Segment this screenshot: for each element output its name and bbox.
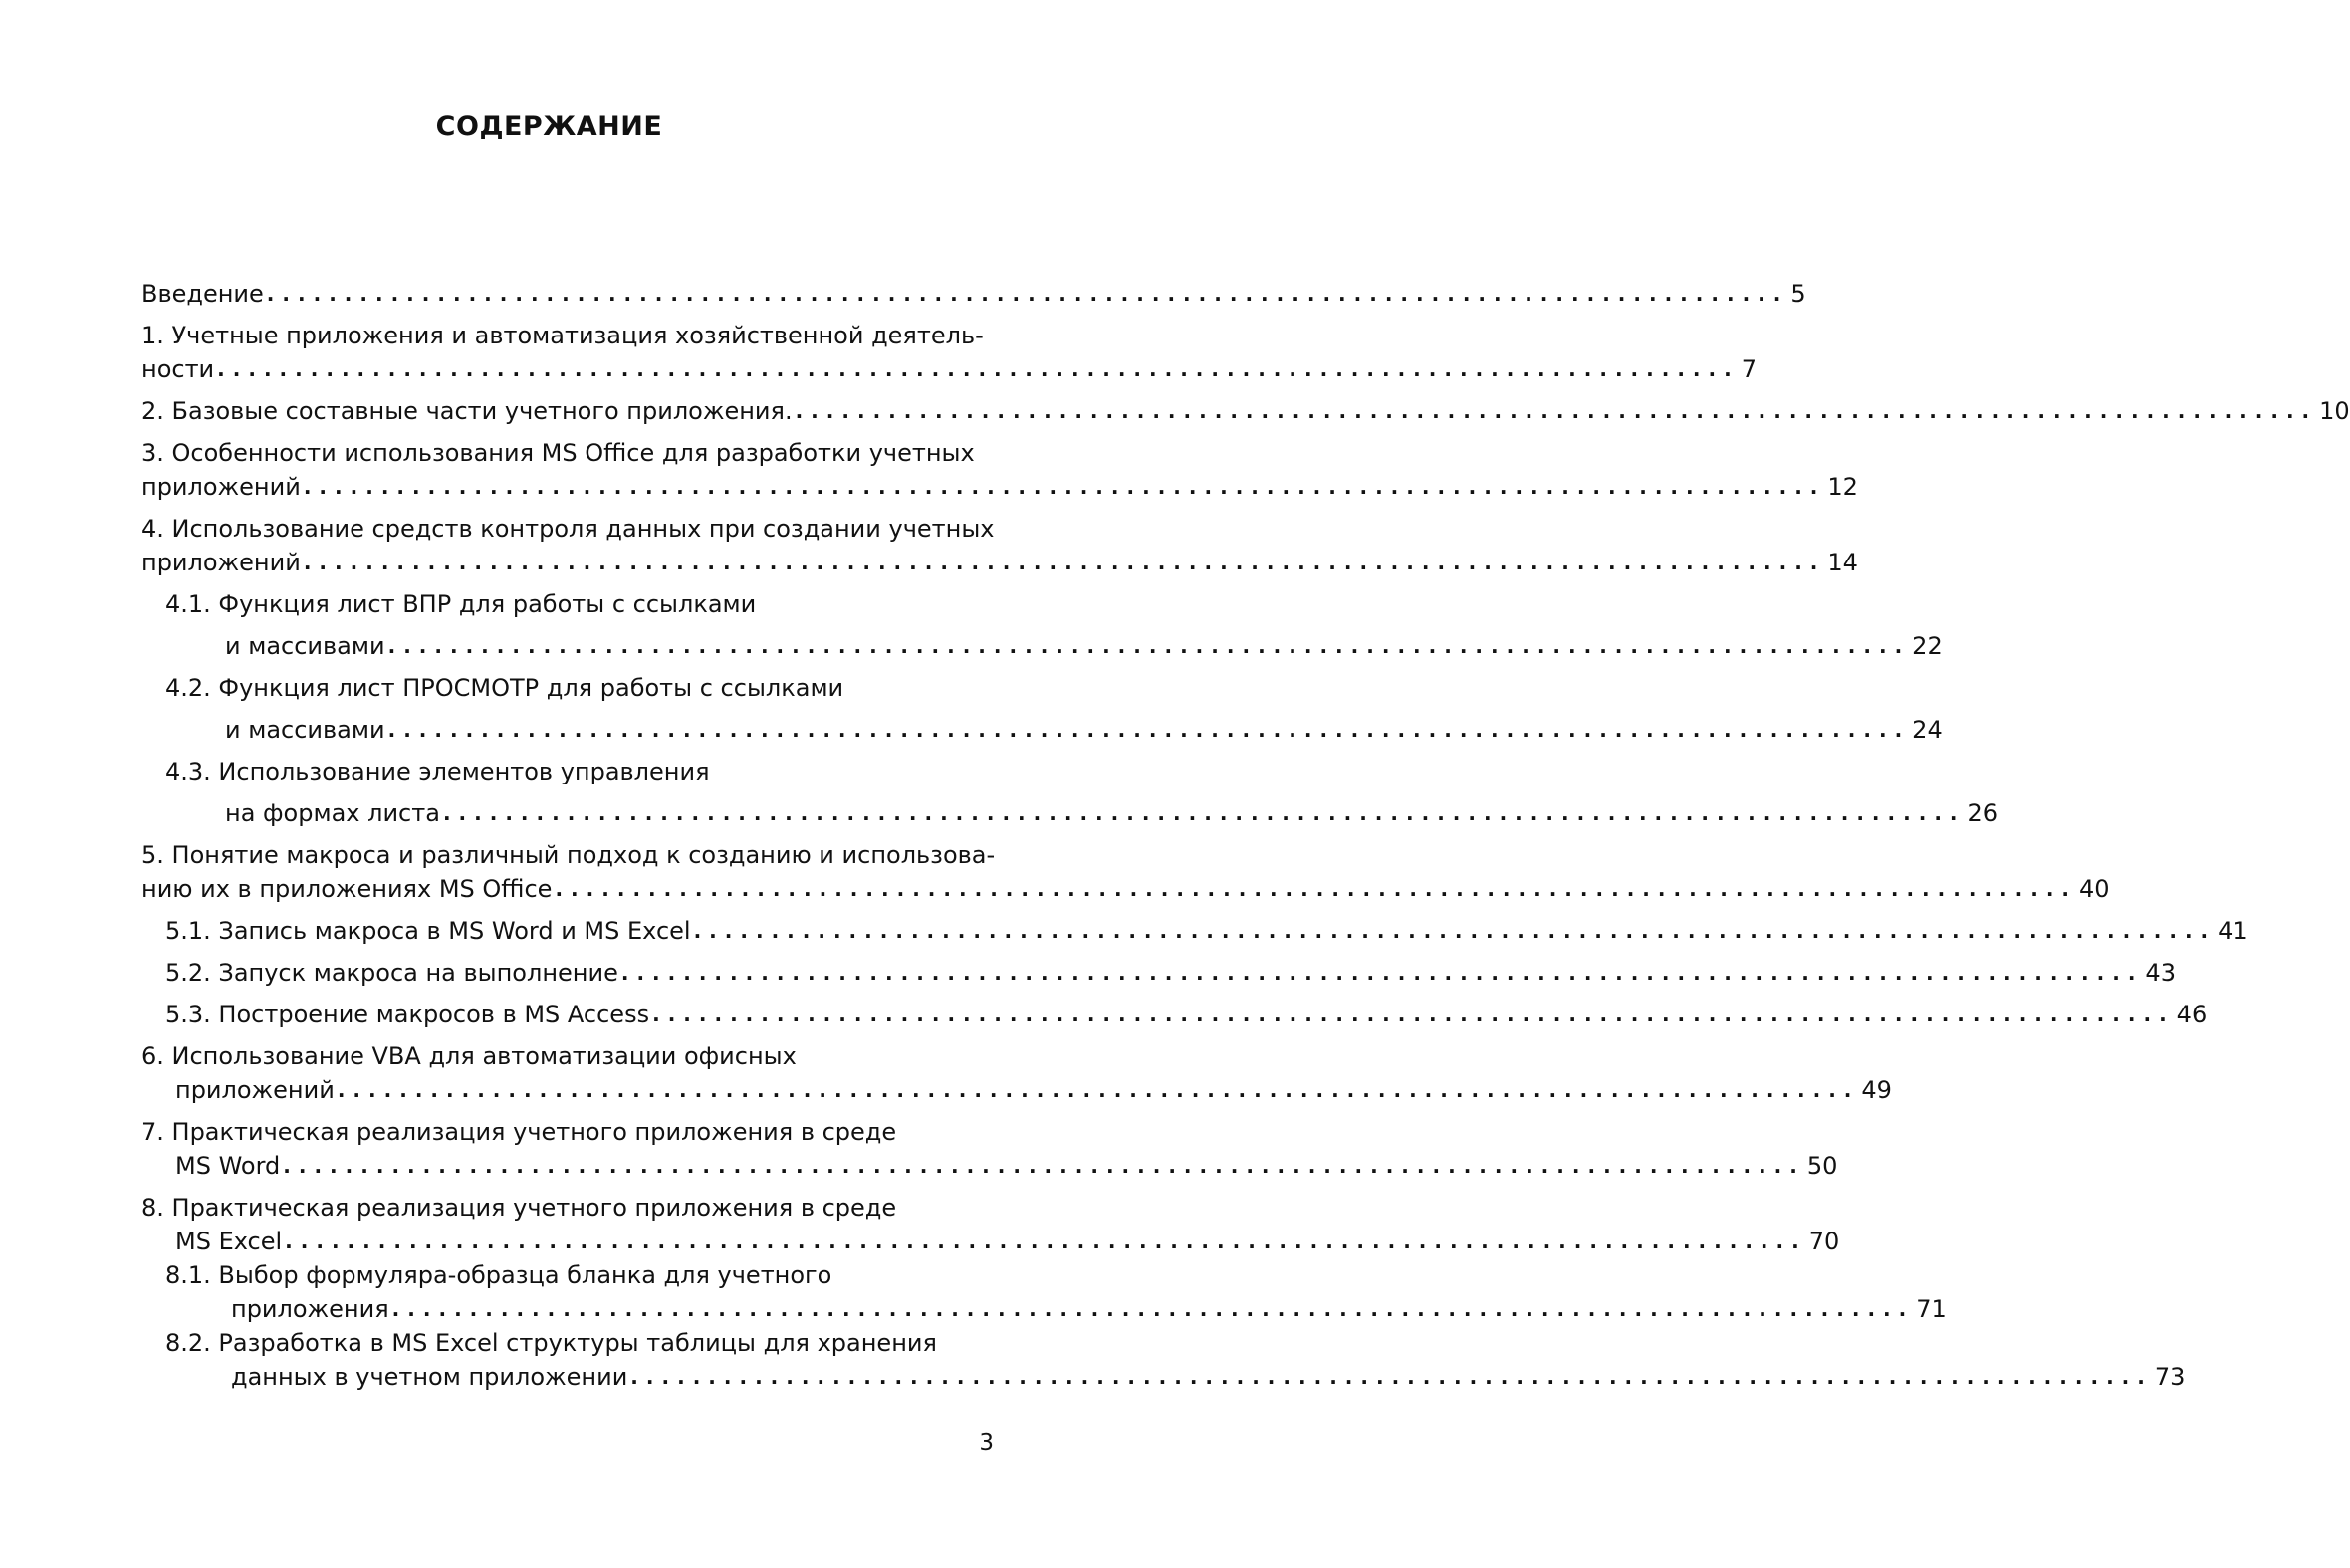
toc-entry-page: 70 <box>1808 1228 1840 1255</box>
toc-entry-page: 26 <box>1967 799 1998 827</box>
toc-entry-title: 5.1. Запись макроса в MS Word и MS Excel <box>165 917 691 945</box>
toc-entry-title-cont: и массивами <box>225 716 385 744</box>
toc-entry-title: Введение <box>141 280 264 308</box>
toc-entry-4-line2[interactable] <box>141 546 1858 579</box>
toc-entry-title-cont: MS Excel <box>175 1228 283 1255</box>
toc-entry-title: 5.3. Построение макросов в MS Access <box>165 1001 650 1028</box>
dot-leader: .................................................................................................. <box>442 801 1966 825</box>
toc-entry-page: 50 <box>1806 1152 1838 1180</box>
dot-leader: .................................................................................................. <box>285 1230 1807 1253</box>
toc-entry-page: 40 <box>2079 875 2110 903</box>
toc-entry-title: 7. Практическая реализация учетного приложения в среде <box>141 1118 897 1146</box>
toc-entry-5-2[interactable] <box>165 956 2176 990</box>
dot-leader: .................................................................................................. <box>652 1003 2175 1026</box>
toc-entry-title: 4.3. Использование элементов управления <box>165 758 710 785</box>
toc-entry-page: 10 <box>2319 397 2350 425</box>
toc-entry-title: 2. Базовые составные части учетного приложения. <box>141 397 793 425</box>
toc-entry-3-line2[interactable] <box>141 470 1858 504</box>
toc-entry-title-cont: ности <box>141 355 215 383</box>
toc-entry-title: 4.1. Функция лист ВПР для работы с ссылками <box>165 590 757 618</box>
dot-leader: .................................................................................................. <box>217 357 1740 381</box>
toc-entry-title-cont: приложений <box>141 473 301 501</box>
toc-entry-page: 5 <box>1790 280 1806 308</box>
toc-entry-title: 8.2. Разработка в MS Excel структуры таблицы для хранения <box>165 1329 937 1357</box>
toc-entry-title: 4. Использование средств контроля данных при создании учетных <box>141 515 995 543</box>
toc-entry-8-2-line2[interactable] <box>231 1360 2186 1394</box>
dot-leader: .................................................................................................. <box>555 877 2078 901</box>
toc-entry-5-line1[interactable] <box>141 838 994 872</box>
toc-entry-5-1[interactable] <box>165 914 2248 948</box>
toc-entry-title: 1. Учетные приложения и автоматизация хозяйственной деятель- <box>141 322 984 349</box>
toc-entry-4-2-line1[interactable] <box>165 671 994 705</box>
toc-entry-8-1-line1[interactable] <box>165 1258 994 1292</box>
toc-entry-6-line1[interactable] <box>141 1039 994 1073</box>
toc-entry-title: 5. Понятие макроса и различный подход к созданию и использова- <box>141 841 996 869</box>
toc-entry-page: 71 <box>1916 1295 1947 1323</box>
toc-entry-7-line1[interactable] <box>141 1115 994 1149</box>
toc-entry-title: 6. Использование VBA для автоматизации офисных <box>141 1042 797 1070</box>
toc-entry-7-line2[interactable] <box>175 1149 1838 1183</box>
toc-entry-page: 14 <box>1827 549 1858 576</box>
dot-leader: .................................................................................................. <box>387 718 1911 742</box>
dot-leader: .................................................................................................. <box>391 1297 1915 1321</box>
toc-entry-5-line2[interactable] <box>141 872 2110 906</box>
toc-entry-8-line2[interactable] <box>175 1225 1840 1258</box>
toc-entry-title: 5.2. Запуск макроса на выполнение <box>165 959 618 987</box>
dot-leader: .................................................................................................. <box>630 1365 2153 1389</box>
toc-entry-intro[interactable] <box>141 277 1806 311</box>
toc-entry-1-line1[interactable] <box>141 319 994 352</box>
toc-entry-8-1-line2[interactable] <box>231 1292 1947 1326</box>
dot-leader: .................................................................................................. <box>337 1078 1860 1102</box>
toc-entry-title-cont: и массивами <box>225 632 385 660</box>
toc-entry-page: 41 <box>2218 917 2248 945</box>
toc-entry-title-cont: MS Word <box>175 1152 281 1180</box>
dot-leader: .................................................................................................. <box>303 551 1826 574</box>
dot-leader: .................................................................................................. <box>303 475 1826 499</box>
toc-entry-6-line2[interactable] <box>175 1073 1892 1107</box>
dot-leader: .................................................................................................. <box>387 634 1911 658</box>
toc-entry-title-cont: нию их в приложениях MS Office <box>141 875 553 903</box>
page-number: 3 <box>979 1430 994 1456</box>
dot-leader: .................................................................................................. <box>620 961 2144 985</box>
toc-entry-page: 22 <box>1912 632 1943 660</box>
toc-entry-4-3-line2[interactable] <box>225 796 1998 830</box>
toc-entry-page: 12 <box>1827 473 1858 501</box>
toc-entry-title: 3. Особенности использования MS Office для разработки учетных <box>141 439 975 467</box>
toc-entry-title-cont: приложения <box>231 1295 389 1323</box>
toc-entry-8-line1[interactable] <box>141 1191 994 1225</box>
toc-entry-page: 43 <box>2145 959 2176 987</box>
toc-entry-page: 24 <box>1912 716 1943 744</box>
toc-entry-4-1-line2[interactable] <box>225 629 1943 663</box>
dot-leader: .................................................................................................. <box>693 919 2217 943</box>
toc-entry-4-1-line1[interactable] <box>165 587 994 621</box>
toc-entry-3-line1[interactable] <box>141 436 994 470</box>
page-title: СОДЕРЖАНИЕ <box>435 112 663 142</box>
toc-entry-title: 4.2. Функция лист ПРОСМОТР для работы с ссылками <box>165 674 844 702</box>
toc-entry-title: 8.1. Выбор формуляра-образца бланка для учетного <box>165 1261 832 1289</box>
toc-entry-page: 49 <box>1861 1076 1892 1104</box>
dot-leader: .................................................................................................. <box>266 282 1789 306</box>
toc-entry-title-cont: на формах листа <box>225 799 440 827</box>
toc-entry-title-cont: приложений <box>141 549 301 576</box>
toc-entry-1-line2[interactable] <box>141 352 1758 386</box>
toc-entry-2[interactable] <box>141 394 2350 428</box>
dot-leader: .................................................................................................. <box>283 1154 1805 1178</box>
toc-entry-5-3[interactable] <box>165 998 2208 1031</box>
toc-entry-title: 8. Практическая реализация учетного приложения в среде <box>141 1194 897 1222</box>
toc-entry-page: 46 <box>2176 1001 2208 1028</box>
dot-leader: .................................................................................................. <box>795 399 2318 423</box>
toc-entry-page: 7 <box>1741 355 1758 383</box>
toc-entry-page: 73 <box>2154 1363 2186 1391</box>
toc-entry-4-line1[interactable] <box>141 512 994 546</box>
toc-entry-title-cont: приложений <box>175 1076 335 1104</box>
toc-entry-title-cont: данных в учетном приложении <box>231 1363 628 1391</box>
toc-entry-4-2-line2[interactable] <box>225 713 1943 747</box>
toc-entry-4-3-line1[interactable] <box>165 755 994 788</box>
toc-entry-8-2-line1[interactable] <box>165 1326 994 1360</box>
